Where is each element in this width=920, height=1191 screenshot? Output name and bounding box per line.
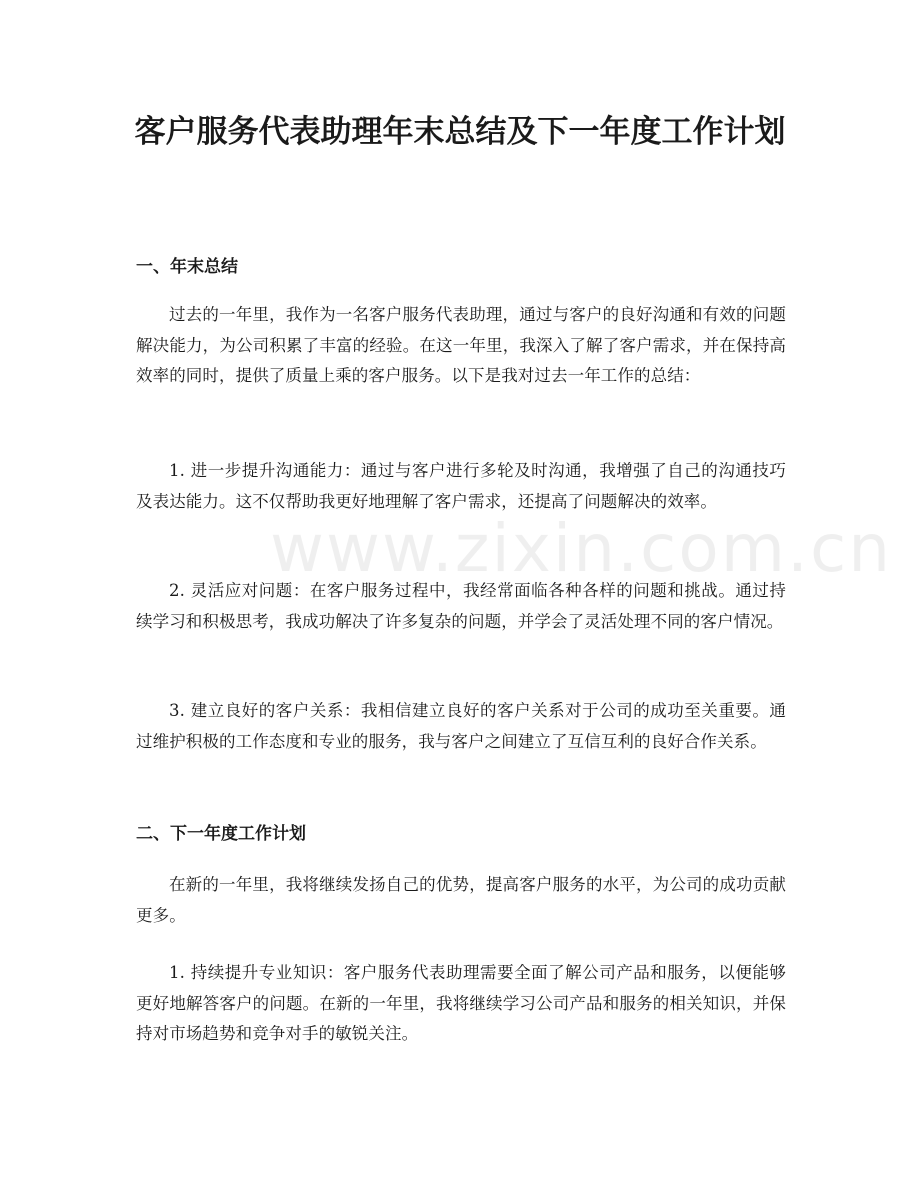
section-heading-plan: 二、下一年度工作计划	[136, 824, 306, 844]
document-title: 客户服务代表助理年末总结及下一年度工作计划	[134, 114, 786, 150]
paragraph-plan-item-1: 1. 持续提升专业知识：客户服务代表助理需要全面了解公司产品和服务，以便能够更好地解答客户的问题。在新的一年里，我将继续学习公司产品和服务的相关知识，并保持对市场趋势和竞争对手的敏锐关注。	[136, 963, 786, 1043]
paragraph-item-1: 1. 进一步提升沟通能力：通过与客户进行多轮及时沟通，我增强了自己的沟通技巧及表达能力。这不仅帮助我更好地理解了客户需求，还提高了问题解决的效率。	[136, 461, 786, 511]
paragraph-item-2: 2. 灵活应对问题：在客户服务过程中，我经常面临各种各样的问题和挑战。通过持续学习和积极思考，我成功解决了许多复杂的问题，并学会了灵活处理不同的客户情况。	[136, 581, 786, 631]
paragraph-plan-intro: 在新的一年里，我将继续发扬自己的优势，提高客户服务的水平，为公司的成功贡献更多。	[136, 875, 786, 925]
watermark: www.zixin.com.cn	[270, 510, 893, 587]
paragraph-intro: 过去的一年里，我作为一名客户服务代表助理，通过与客户的良好沟通和有效的问题解决能力，为公司积累了丰富的经验。在这一年里，我深入了解了客户需求，并在保持高效率的同时，提供了质量上乘的客户服务。以下是我对过去一年工作的总结：	[136, 305, 786, 385]
paragraph-item-3: 3. 建立良好的客户关系：我相信建立良好的客户关系对于公司的成功至关重要。通过维护积极的工作态度和专业的服务，我与客户之间建立了互信互利的良好合作关系。	[136, 701, 786, 751]
section-heading-summary: 一、年末总结	[136, 257, 238, 277]
